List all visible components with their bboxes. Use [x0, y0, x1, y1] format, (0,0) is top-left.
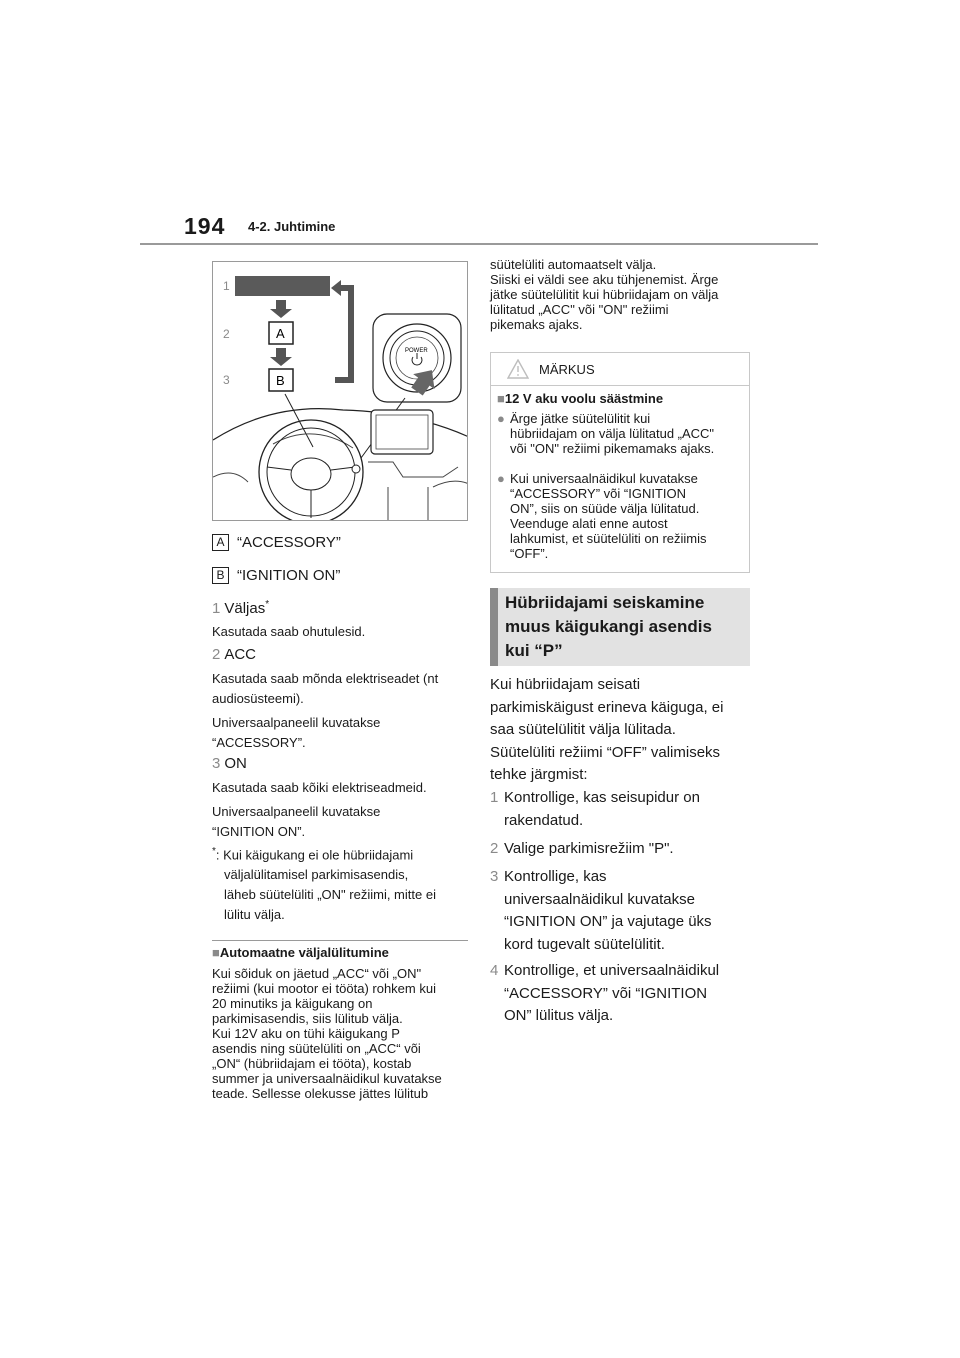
ignition-drawing	[213, 262, 468, 521]
item-1-title: 1 Väljas*	[212, 599, 270, 617]
mode-label-1: 1	[223, 279, 230, 293]
item-2-desc: Kasutada saab mõnda elektriseadet (nt audiosüsteemi). Universaalpaneelil kuvatakse “ACCESSORY”.	[212, 671, 439, 750]
legend-b	[212, 567, 474, 584]
legend-b-text: “IGNITION ON”	[237, 567, 341, 584]
heading-bar	[490, 588, 498, 666]
notice-title: MÄRKUS	[539, 362, 595, 377]
divider	[212, 940, 468, 941]
arrow-left-icon	[331, 280, 341, 296]
step-4: 4 Kontrollige, et universaalnäidikul “ACCESSORY” või “IGNITION ON” lülitus välja.	[490, 962, 720, 1024]
legend-a	[212, 534, 474, 551]
legend-a-text: “ACCESSORY”	[237, 534, 341, 551]
notice-header	[491, 353, 749, 386]
section-heading-box	[490, 588, 750, 666]
mode-box-a-label: A	[276, 326, 285, 341]
step-2: 2 Valige parkimisrežiim "P".	[490, 840, 674, 857]
cycle-arrow	[335, 288, 351, 380]
arrow-down-icon	[270, 348, 292, 366]
mode-bar-off	[235, 276, 330, 296]
section-heading: Hübriidajami seiskamine muus käigukangi asendis kui “P”	[505, 593, 712, 660]
legend-b-box: B	[212, 567, 229, 584]
auto-off-title: ■Automaatne väljalülitumine	[212, 945, 389, 960]
notice-bullet-2: ● Kui universaalnäidikul kuvatakse “ACCESSORY” või “IGNITION ON”, siis on süüde välja lülitatud. Veenduge alati enne autost lahkumist, et süütelüliti on režiimis “OFF”.	[497, 471, 707, 561]
footnote: *: Kui käigukang ei ole hübriidajami väljalülitamisel parkimisasendis, läheb süütelüliti „ON" režiimi, mitte ei lülitu välja.	[212, 846, 436, 923]
arrow-down-icon	[270, 300, 292, 318]
mode-label-2: 2	[223, 327, 230, 341]
ignition-illustration	[212, 261, 468, 521]
continued-text: süütelüliti automaatselt välja. Siiski ei väldi see aku tühjenemist. Ärge jätke süütelülitit kui hübriidajam on välja lülitatud „ACC" või "ON" režiimi pikemaks ajaks.	[490, 257, 719, 332]
warning-icon	[507, 359, 529, 379]
mode-label-3: 3	[223, 373, 230, 387]
auto-off-body: Kui sõiduk on jäetud „ACC“ või „ON" režiimi (kui mootor ei tööta) rohkem kui 20 minutiks ja käigukang on parkimisasendis, siis lülitub välja. Kui 12V aku on tühi käigukang P asendis ning süütelüliti on „ACC“ või „ON“ (hübriidajam ei tööta), kostab summer ja universaalnäidikul kuvatakse teade. Sellesse olekusse jättes lülitub	[212, 966, 442, 1101]
legend-a-box: A	[212, 534, 229, 551]
step-1: 1 Kontrollige, kas seisupidur on rakendatud.	[490, 789, 700, 829]
section-title: 4-2. Juhtimine	[248, 219, 336, 234]
power-text: POWER	[405, 348, 428, 354]
notice-subtitle: ■12 V aku voolu säästmine	[497, 391, 664, 406]
header-rule	[140, 243, 818, 245]
notice-bullet-1: ● Ärge jätke süütelülitit kui hübriidajam on välja lülitatud „ACC" või "ON" režiimi pikemamaks ajaks.	[497, 411, 715, 456]
step-3: 3 Kontrollige, kas universaalnäidikul kuvatakse “IGNITION ON” ja vajutage üks kord tugevalt süütelülitit.	[490, 868, 712, 953]
item-1-desc: Kasutada saab ohutulesid.	[212, 624, 366, 639]
page-number: 194	[184, 213, 226, 239]
item-3-title: 3 ON	[212, 755, 247, 772]
intro-text: Kui hübriidajam seisati parkimiskäigust erineva käiguga, ei saa süütelülitit välja lülitada. Süütelüliti režiimi “OFF” valimiseks tehke järgmist:	[490, 676, 724, 783]
item-3-desc: Kasutada saab kõiki elektriseadmeid. Universaalpaneelil kuvatakse “IGNITION ON”.	[212, 780, 427, 839]
notice-box	[490, 352, 750, 573]
mode-box-b-label: B	[276, 373, 285, 388]
item-2-title: 2 ACC	[212, 646, 257, 663]
